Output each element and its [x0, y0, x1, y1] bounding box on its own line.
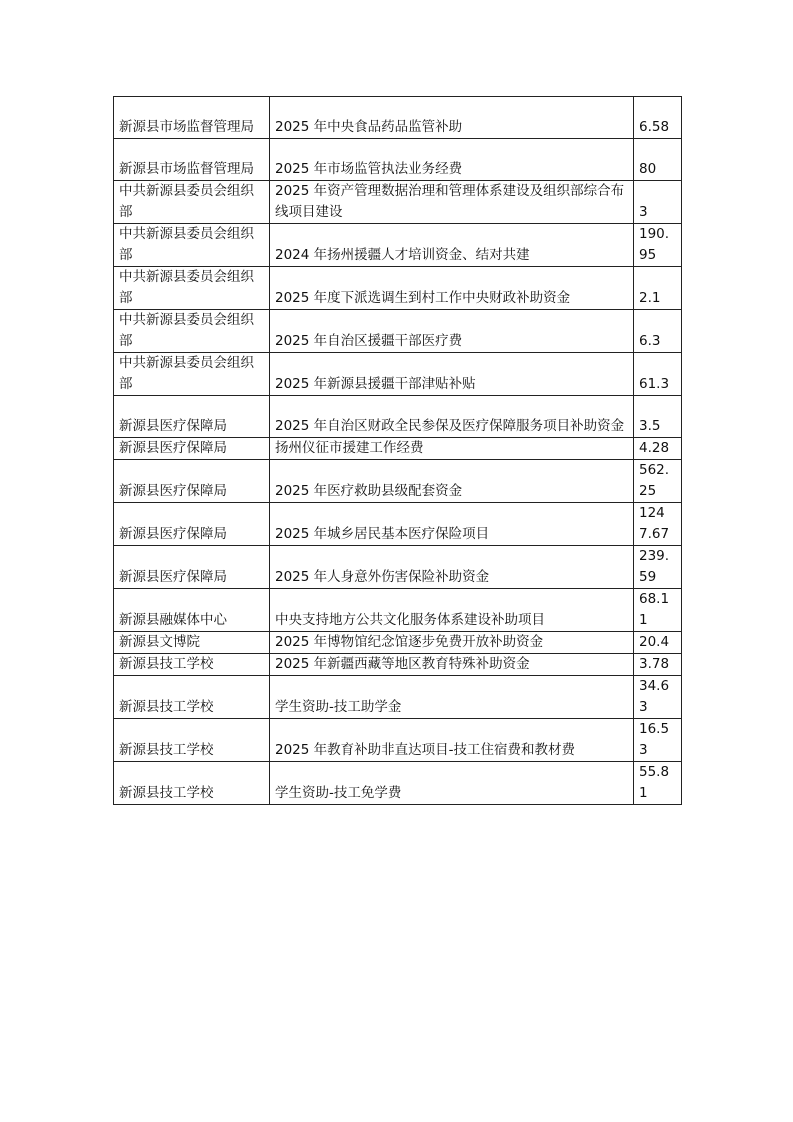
amount-cell: 1247.67: [634, 503, 682, 546]
table-row: [114, 546, 682, 589]
amount-cell: 562.25: [634, 460, 682, 503]
unit-cell: 中共新源县委员会组织部: [114, 181, 270, 224]
unit-cell: 新源县市场监督管理局: [114, 97, 270, 139]
amount-cell: 6.3: [634, 310, 682, 353]
table-row: [114, 589, 682, 632]
amount-cell: 20.4: [634, 632, 682, 654]
unit-cell: 新源县融媒体中心: [114, 589, 270, 632]
unit-cell: 新源县文博院: [114, 632, 270, 654]
project-cell: 2025 年博物馆纪念馆逐步免费开放补助资金: [270, 632, 634, 654]
amount-cell: 16.53: [634, 719, 682, 762]
amount-cell: 55.81: [634, 762, 682, 805]
project-cell: 2025 年市场监管执法业务经费: [270, 139, 634, 181]
unit-cell: 中共新源县委员会组织部: [114, 224, 270, 267]
unit-cell: 新源县技工学校: [114, 676, 270, 719]
project-cell: 学生资助-技工助学金: [270, 676, 634, 719]
funding-table-body: [114, 97, 682, 805]
table-row: [114, 762, 682, 805]
project-cell: 2025 年新源县援疆干部津贴补贴: [270, 353, 634, 396]
project-cell: 2025 年中央食品药品监管补助: [270, 97, 634, 139]
project-cell: 2025 年医疗救助县级配套资金: [270, 460, 634, 503]
amount-cell: 34.63: [634, 676, 682, 719]
table-row: [114, 181, 682, 224]
amount-cell: 61.3: [634, 353, 682, 396]
table-row: [114, 503, 682, 546]
unit-cell: 新源县市场监督管理局: [114, 139, 270, 181]
table-row: [114, 438, 682, 460]
amount-cell: 80: [634, 139, 682, 181]
project-cell: 2025 年度下派选调生到村工作中央财政补助资金: [270, 267, 634, 310]
project-cell: 扬州仪征市援建工作经费: [270, 438, 634, 460]
table-row: [114, 460, 682, 503]
table-row: [114, 267, 682, 310]
table-row: [114, 719, 682, 762]
project-cell: 2025 年自治区财政全民参保及医疗保障服务项目补助资金: [270, 396, 634, 438]
table-row: [114, 310, 682, 353]
project-cell: 学生资助-技工免学费: [270, 762, 634, 805]
unit-cell: 中共新源县委员会组织部: [114, 353, 270, 396]
unit-cell: 新源县医疗保障局: [114, 396, 270, 438]
amount-cell: 4.28: [634, 438, 682, 460]
project-cell: 2025 年新疆西藏等地区教育特殊补助资金: [270, 654, 634, 676]
project-cell: 2025 年自治区援疆干部医疗费: [270, 310, 634, 353]
table-row: [114, 139, 682, 181]
amount-cell: 3: [634, 181, 682, 224]
amount-cell: 190.95: [634, 224, 682, 267]
project-cell: 2025 年资产管理数据治理和管理体系建设及组织部综合布线项目建设: [270, 181, 634, 224]
project-cell: 2024 年扬州援疆人才培训资金、结对共建: [270, 224, 634, 267]
project-cell: 2025 年人身意外伤害保险补助资金: [270, 546, 634, 589]
project-cell: 2025 年教育补助非直达项目-技工住宿费和教材费: [270, 719, 634, 762]
unit-cell: 新源县技工学校: [114, 719, 270, 762]
table-row: [114, 632, 682, 654]
amount-cell: 6.58: [634, 97, 682, 139]
unit-cell: 新源县医疗保障局: [114, 460, 270, 503]
unit-cell: 新源县技工学校: [114, 654, 270, 676]
table-row: [114, 396, 682, 438]
funding-table: [113, 96, 682, 805]
amount-cell: 68.11: [634, 589, 682, 632]
unit-cell: 新源县医疗保障局: [114, 438, 270, 460]
unit-cell: 中共新源县委员会组织部: [114, 310, 270, 353]
unit-cell: 新源县技工学校: [114, 762, 270, 805]
unit-cell: 新源县医疗保障局: [114, 546, 270, 589]
project-cell: 2025 年城乡居民基本医疗保险项目: [270, 503, 634, 546]
amount-cell: 2.1: [634, 267, 682, 310]
project-cell: 中央支持地方公共文化服务体系建设补助项目: [270, 589, 634, 632]
amount-cell: 3.78: [634, 654, 682, 676]
unit-cell: 新源县医疗保障局: [114, 503, 270, 546]
table-row: [114, 676, 682, 719]
table-row: [114, 353, 682, 396]
table-row: [114, 224, 682, 267]
table-row: [114, 654, 682, 676]
table-row: [114, 97, 682, 139]
amount-cell: 3.5: [634, 396, 682, 438]
unit-cell: 中共新源县委员会组织部: [114, 267, 270, 310]
amount-cell: 239.59: [634, 546, 682, 589]
